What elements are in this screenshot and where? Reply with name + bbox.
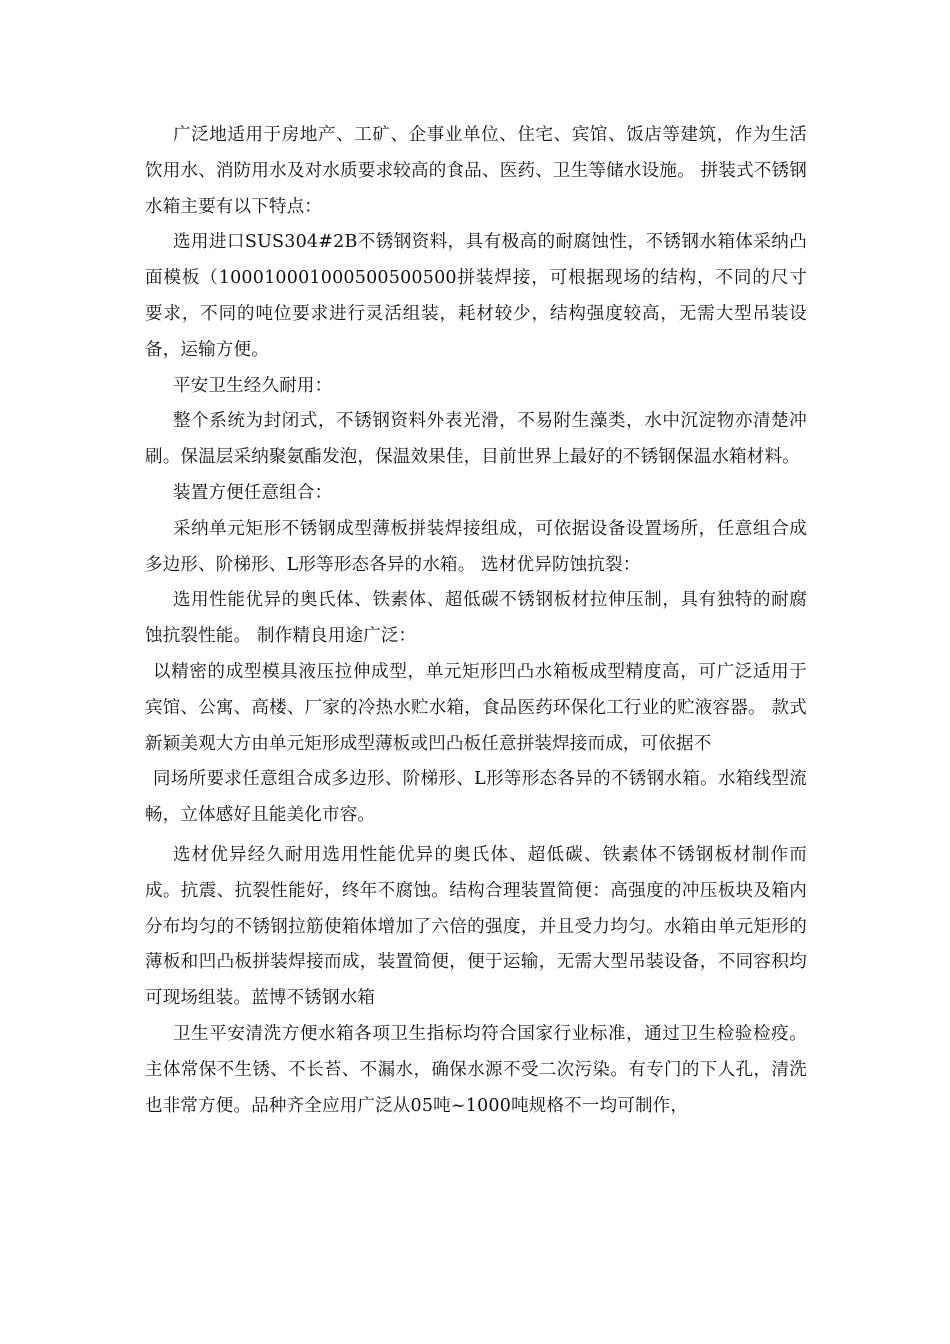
paragraph-material: 选用进口SUS304#2B不锈钢资料，具有极高的耐腐蚀性，不锈钢水箱体采纳凸面模板（100010001000500500500拼装焊接，可根据现场的结构，不同的尺寸要求，不同的吨位要求进行灵活组装，耗材较少，结构强度较高，无需大型吊装设备，运输方便。	[145, 232, 807, 360]
paragraph-heading-safe: 平安卫生经久耐用：	[173, 375, 333, 396]
document-body	[145, 118, 807, 1124]
paragraph-assembly: 采纳单元矩形不锈钢成型薄板拼装焊接组成，可依据设备设置场所，任意组合成多边形、阶梯形、L形等形态各异的水箱。 选材优异防蚀抗裂：	[145, 518, 807, 575]
paragraph-shapes: 同场所要求任意组合成多边形、阶梯形、L形等形态各异的不锈钢水箱。水箱线型流畅，立体感好且能美化市容。	[145, 769, 807, 826]
paragraph-corrosion: 选用性能优异的奥氏体、铁素体、超低碳不锈钢板材拉伸压制，具有独特的耐腐蚀抗裂性能。 制作精良用途广泛：	[145, 590, 807, 647]
paragraph-durable: 选材优异经久耐用选用性能优异的奥氏体、超低碳、铁素体不锈钢板材制作而成。抗震、抗裂性能好，终年不腐蚀。结构合理装置简便：高强度的冲压板块及箱内分布均匀的不锈钢拉筋使箱体增加了六倍的强度，并且受力均匀。水箱由单元矩形的薄板和凹凸板拼装焊接而成，装置简便，便于运输，无需大型吊装设备，不同容积均可现场组装。蓝博不锈钢水箱	[145, 844, 807, 1009]
paragraph-hygiene: 卫生平安清洗方便水箱各项卫生指标均符合国家行业标准，通过卫生检验检疫。主体常保不生锈、不长苔、不漏水，确保水源不受二次污染。有专门的下人孔，清洗也非常方便。品种齐全应用广泛从05吨~1000吨规格不一均可制作，	[145, 1023, 807, 1116]
paragraph-usage: 广泛地适用于房地产、工矿、企事业单位、住宅、宾馆、饭店等建筑，作为生活饮用水、消防用水及对水质要求较高的食品、医药、卫生等储水设施。 拼装式不锈钢水箱主要有以下特点：	[145, 125, 807, 217]
paragraph-sealed-system: 整个系统为封闭式，不锈钢资料外表光滑，不易附生藻类，水中沉淀物亦清楚冲刷。保温层采纳聚氨酯发泡，保温效果佳，目前世界上最好的不锈钢保温水箱材料。	[145, 411, 807, 468]
paragraph-heading-install: 装置方便任意组合：	[173, 482, 333, 503]
paragraph-precision: 以精密的成型模具液压拉伸成型，单元矩形凹凸水箱板成型精度高，可广泛适用于宾馆、公寓、高楼、厂家的冷热水贮水箱，食品医药环保化工行业的贮液容器。 款式新颖美观大方由单元矩形成型薄板或凹凸板任意拼装焊接而成，可依据不	[145, 661, 807, 754]
